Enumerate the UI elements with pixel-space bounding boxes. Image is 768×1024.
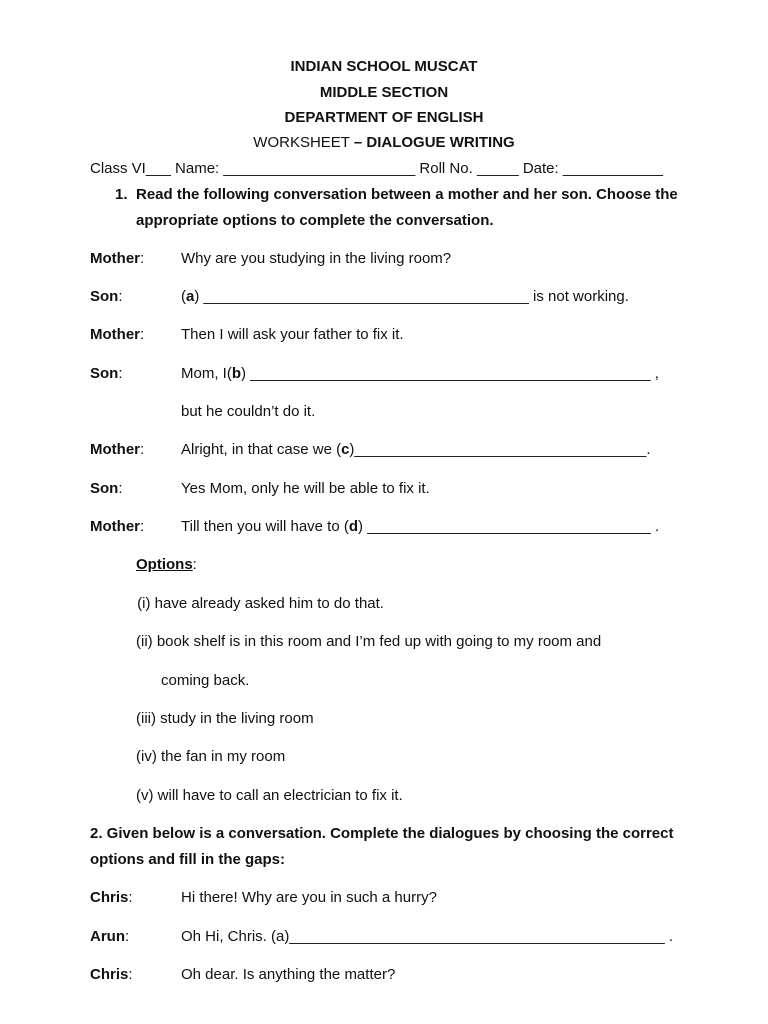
dialogue-line: Alright, in that case we (c)___________________________________. [181,441,651,458]
school-name: INDIAN SCHOOL MUSCAT [290,58,478,75]
option-item-continued: coming back. [136,672,250,689]
dialogue-speaker: Arun: [90,928,130,945]
dialogue-line: Oh Hi, Chris. (a)_____________________________________________ . [181,928,674,945]
dialogue-speaker: Son: [90,365,123,382]
dialogue-speaker: Chris: [90,889,133,906]
blank-label: a [186,288,195,305]
dialogue-speaker: Mother: [90,250,145,267]
option-item: (ii) book shelf is in this room and I’m fed up with going to my room and [136,633,602,650]
worksheet-prefix: WORKSHEET [253,134,354,151]
dialogue-line: Hi there! Why are you in such a hurry? [181,889,437,906]
department-name: DEPARTMENT OF ENGLISH [284,109,484,126]
option-item: (iv) the fan in my room [136,748,286,765]
q1-instruction-line1: Read the following conversation between a mother and her son. Choose the [136,186,678,203]
dialogue-speaker: Mother: [90,518,145,535]
dialogue-line: Yes Mom, only he will be able to fix it. [181,480,430,497]
dialogue-line: Oh dear. Is anything the matter? [181,966,396,983]
q1-instruction-line2: appropriate options to complete the conversation. [136,212,494,229]
dialogue-speaker: Son: [90,288,123,305]
dialogue-line: (a) _______________________________________ is not working. [181,288,629,305]
worksheet-title [0,134,768,151]
option-item: (iii) study in the living room [136,710,314,727]
q2-instruction-line2: options and fill in the gaps: [90,851,285,868]
dialogue-speaker: Son: [90,480,123,497]
options-heading: Options: [136,556,197,573]
student-info-line: Class VI___ Name: _______________________ Roll No. _____ Date: ____________ [90,160,663,177]
dialogue-speaker: Mother: [90,441,145,458]
dialogue-speaker: Mother: [90,326,145,343]
worksheet-topic: – DIALOGUE WRITING [353,134,515,151]
blank-label: d [348,518,359,535]
q2-number: 2 [90,825,99,842]
dialogue-line: Why are you studying in the living room? [181,250,452,267]
dialogue-line: Then I will ask your father to fix it. [181,326,404,343]
q1-number: 1. [115,186,128,203]
section-name: MIDDLE SECTION [319,84,449,101]
q2-instruction-line1: 2. Given below is a conversation. Complete the dialogues by choosing the correct [90,825,674,842]
option-item: (v) will have to call an electrician to fix it. [136,787,403,804]
dialogue-line-continued: but he couldn’t do it. [181,403,316,420]
blank-label: c [341,441,350,458]
dialogue-line: Mom, I(b) ________________________________________________ , [181,365,659,382]
blank-label: b [231,365,242,382]
option-item: (i) have already asked him to do that. [133,595,384,612]
dialogue-speaker: Chris: [90,966,133,983]
dialogue-line: Till then you will have to (d) __________________________________ . [181,518,660,535]
